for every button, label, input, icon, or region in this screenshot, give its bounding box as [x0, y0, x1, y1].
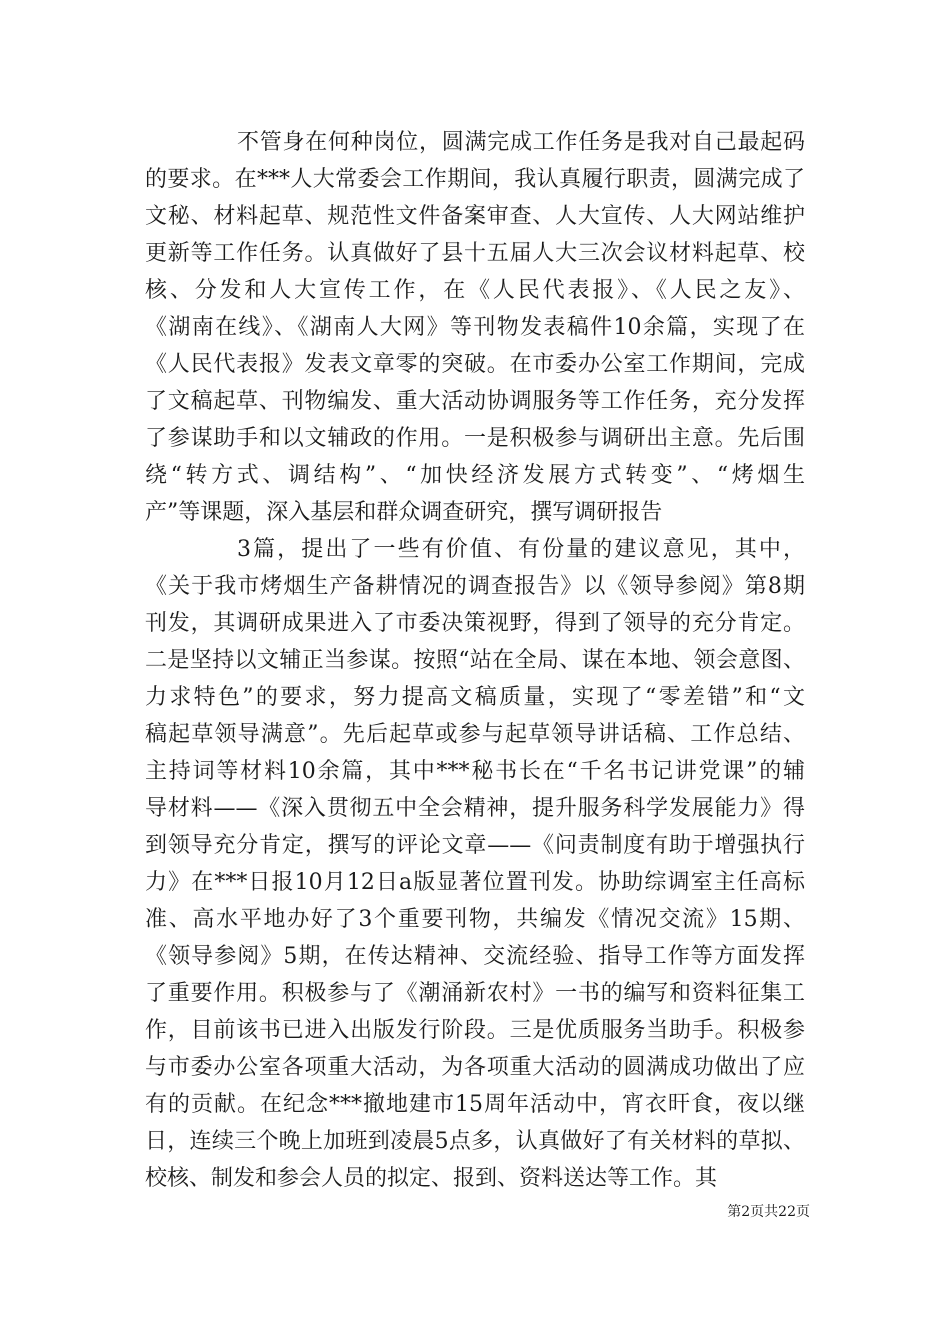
text-line: 了文稿起草、刊物编发、重大活动协调服务等工作任务，充分发挥: [145, 389, 805, 414]
text-line: 与市委办公室各项重大活动，为各项重大活动的圆满成功做出了应: [145, 1055, 805, 1080]
text-line: 力求特色”的要求，努力提高文稿质量，实现了“零差错”和“文: [145, 685, 805, 710]
text-line: 文秘、材料起草、规范性文件备案审查、人大宣传、人大网站维护: [145, 204, 805, 229]
text-line: 产”等课题，深入基层和群众调查研究，撰写调研报告: [145, 500, 663, 525]
text-line: 《人民代表报》发表文章零的突破。在市委办公室工作期间，完成: [145, 352, 805, 377]
text-line: 到领导充分肯定，撰写的评论文章——《问责制度有助于增强执行: [145, 833, 805, 858]
text-line: 不管身在何种岗位，圆满完成工作任务是我对自己最起码: [237, 130, 805, 155]
text-line: 《关于我市烤烟生产备耕情况的调查报告》以《领导参阅》第8期: [145, 574, 805, 599]
text-line: 有的贡献。在纪念***撤地建市15周年活动中，宵衣旰食，夜以继: [145, 1092, 805, 1117]
text-line: 日，连续三个晚上加班到凌晨5点多，认真做好了有关材料的草拟、: [145, 1129, 805, 1154]
text-line: 作，目前该书已进入出版发行阶段。三是优质服务当助手。积极参: [145, 1018, 805, 1043]
text-line: 稿起草领导满意”。先后起草或参与起草领导讲话稿、工作总结、: [145, 722, 805, 747]
text-line: 《湖南在线》、《湖南人大网》等刊物发表稿件10余篇，实现了在: [145, 315, 805, 340]
text-line: 更新等工作任务。认真做好了县十五届人大三次会议材料起草、校: [145, 241, 805, 266]
text-line: 导材料——《深入贯彻五中全会精神，提升服务科学发展能力》得: [145, 796, 805, 821]
text-line: 了参谋助手和以文辅政的作用。一是积极参与调研出主意。先后围: [145, 426, 805, 451]
text-line: 力》在***日报10月12日a版显著位置刊发。协助综调室主任高标: [145, 870, 805, 895]
text-line: 核、分发和人大宣传工作，在《人民代表报》、《人民之友》、: [145, 278, 805, 303]
text-line: 了重要作用。积极参与了《潮涌新农村》一书的编写和资料征集工: [145, 981, 805, 1006]
text-line: 准、高水平地办好了3个重要刊物，共编发《情况交流》15期、: [145, 907, 805, 932]
text-line: 绕“转方式、调结构”、“加快经济发展方式转变”、“烤烟生: [145, 463, 805, 488]
page-number-footer: 第2页共22页: [727, 1204, 810, 1220]
text-line: 主持词等材料10余篇，其中***秘书长在“千名书记讲党课”的辅: [145, 759, 805, 784]
text-line: 二是坚持以文辅正当参谋。按照“站在全局、谋在本地、领会意图、: [145, 648, 805, 673]
text-line: 校核、制发和参会人员的拟定、报到、资料送达等工作。其: [145, 1166, 718, 1191]
text-line: 《领导参阅》5期，在传达精神、交流经验、指导工作等方面发挥: [145, 944, 805, 969]
text-line: 刊发，其调研成果进入了市委决策视野，得到了领导的充分肯定。: [145, 611, 805, 636]
text-line: 的要求。在***人大常委会工作期间，我认真履行职责，圆满完成了: [145, 167, 805, 192]
text-line: 3篇，提出了一些有价值、有份量的建议意见，其中，: [237, 537, 805, 562]
